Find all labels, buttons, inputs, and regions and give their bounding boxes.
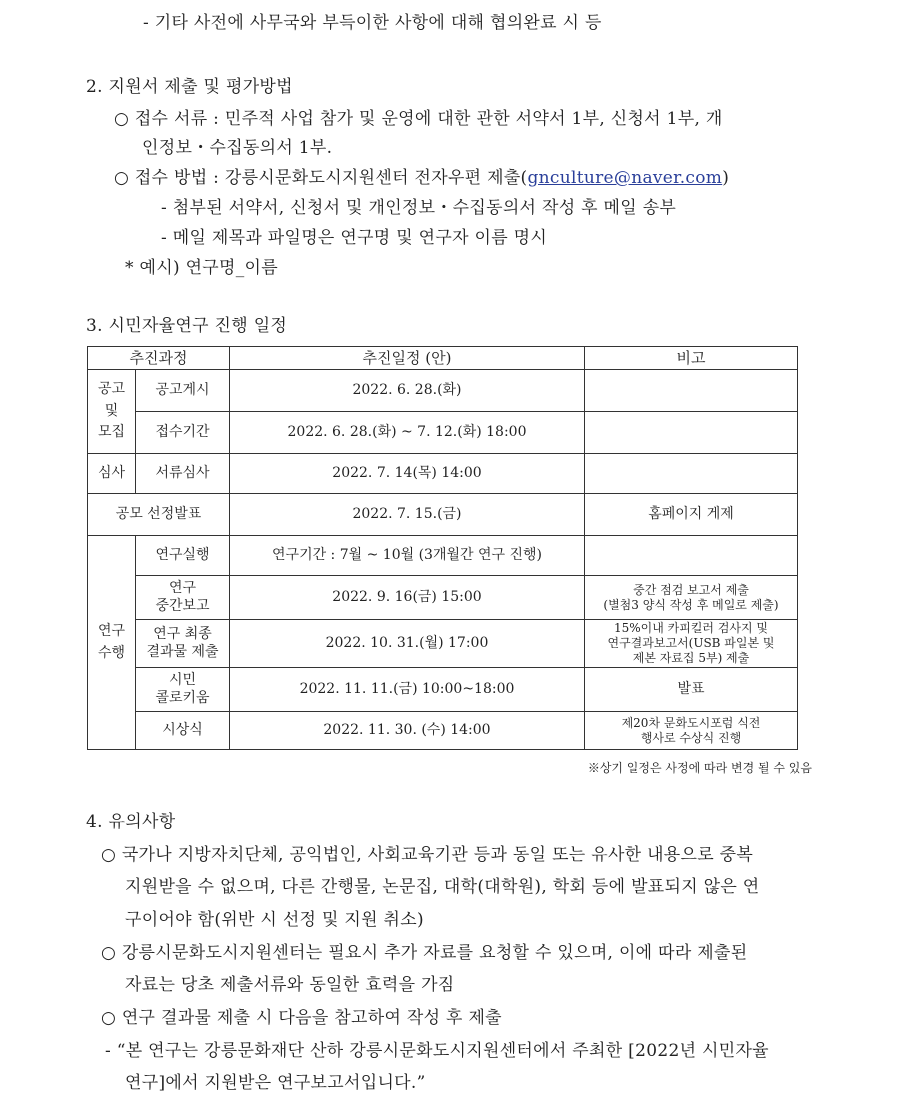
section-3-title: 3. 시민자율연구 진행 일정 <box>86 316 288 336</box>
note-cell: 발표 <box>585 668 798 712</box>
table-row <box>88 620 798 668</box>
docs-line-1: ○ 접수 서류 : 민주적 사업 참가 및 운영에 대한 관한 서약서 1부, 신청서 1부, 개 <box>114 109 723 129</box>
method-line <box>114 163 729 188</box>
table-row <box>88 668 798 712</box>
date-cell: 2022. 11. 30. (수) 14:00 <box>230 712 585 750</box>
notice-1-line-1: ○ 국가나 지방자치단체, 공익법인, 사회교육기관 등과 동일 또는 유사한 내용으로 중복 <box>101 845 754 865</box>
date-cell: 2022. 10. 31.(월) 17:00 <box>230 620 585 668</box>
date-cell: 2022. 11. 11.(금) 10:00~18:00 <box>230 668 585 712</box>
section-4-title: 4. 유의사항 <box>86 812 176 832</box>
date-cell: 2022. 9. 16(금) 15:00 <box>230 576 585 620</box>
schedule-table <box>87 346 798 750</box>
table-row <box>88 712 798 750</box>
step-cell: 연구 최종 결과물 제출 <box>136 620 230 668</box>
quote-line-2: 연구]에서 지원받은 연구보고서입니다.” <box>125 1073 426 1093</box>
table-row <box>88 576 798 620</box>
quote-line-1: - “본 연구는 강릉문화재단 산하 강릉시문화도시지원센터에서 주최한 [2022년 시민자율 <box>105 1041 769 1061</box>
notice-1-line-3: 구이어야 함(위반 시 선정 및 지원 취소) <box>125 910 424 930</box>
step-cell: 시상식 <box>136 712 230 750</box>
table-row <box>88 494 798 536</box>
notice-2-line-2: 자료는 당초 제출서류와 동일한 효력을 가짐 <box>125 975 455 995</box>
table-row <box>88 370 798 412</box>
date-cell: 2022. 6. 28.(화) <box>230 370 585 412</box>
note-cell <box>585 370 798 412</box>
step-cell: 공고게시 <box>136 370 230 412</box>
note-cell: 제20차 문화도시포럼 식전 행사로 수상식 진행 <box>585 712 798 750</box>
header-note: 비고 <box>585 347 798 370</box>
notice-2-line-1: ○ 강릉시문화도시지원센터는 필요시 추가 자료를 요청할 수 있으며, 이에 따라 제출된 <box>101 943 748 963</box>
method-sub-2: - 메일 제목과 파일명은 연구명 및 연구자 이름 명시 <box>161 228 548 248</box>
date-cell: 2022. 7. 14(목) 14:00 <box>230 454 585 494</box>
method-suffix: ) <box>722 168 730 188</box>
step-cell: 접수기간 <box>136 412 230 454</box>
notice-3-line-1: ○ 연구 결과물 제출 시 다음을 참고하여 작성 후 제출 <box>101 1008 502 1028</box>
intro-bullet: - 기타 사전에 사무국와 부득이한 사항에 대해 협의완료 시 등 <box>143 13 602 33</box>
header-schedule: 추진일정 (안) <box>230 347 585 370</box>
step-cell: 연구실행 <box>136 536 230 576</box>
example-line: * 예시) 연구명_이름 <box>125 258 278 278</box>
email-link[interactable]: gnculture@naver.com <box>527 168 723 188</box>
group-announce: 공모 선정발표 <box>88 494 230 536</box>
docs-line-2: 인정보・수집동의서 1부. <box>142 138 333 158</box>
step-cell: 서류심사 <box>136 454 230 494</box>
note-cell <box>585 536 798 576</box>
method-prefix: ○ 접수 방법 : 강릉시문화도시지원센터 전자우편 제출( <box>114 168 528 188</box>
note-cell: 홈페이지 게제 <box>585 494 798 536</box>
step-cell: 시민 콜로키움 <box>136 668 230 712</box>
group-research: 연구 수행 <box>88 536 136 750</box>
table-row <box>88 454 798 494</box>
date-cell: 2022. 7. 15.(금) <box>230 494 585 536</box>
note-cell: 15%이내 카피킬러 검사지 및 연구결과보고서(USB 파일본 및 제본 자료집 5부) 제출 <box>585 620 798 668</box>
note-cell <box>585 454 798 494</box>
note-cell <box>585 412 798 454</box>
date-cell: 연구기간 : 7월 ~ 10월 (3개월간 연구 진행) <box>230 536 585 576</box>
note-cell: 중간 점검 보고서 제출 (별첨3 양식 작성 후 메일로 제출) <box>585 576 798 620</box>
group-review: 심사 <box>88 454 136 494</box>
group-recruit: 공고 및 모집 <box>88 370 136 454</box>
method-sub-1: - 첨부된 서약서, 신청서 및 개인정보・수집동의서 작성 후 메일 송부 <box>161 198 677 218</box>
step-cell: 연구 중간보고 <box>136 576 230 620</box>
table-row <box>88 536 798 576</box>
table-header-row <box>88 347 798 370</box>
date-cell: 2022. 6. 28.(화) ~ 7. 12.(화) 18:00 <box>230 412 585 454</box>
notice-1-line-2: 지원받을 수 없으며, 다른 간행물, 논문집, 대학(대학원), 학회 등에 발표되지 않은 연 <box>125 877 760 897</box>
schedule-footnote: ※상기 일정은 사정에 따라 변경 될 수 있음 <box>587 761 812 775</box>
header-process: 추진과정 <box>88 347 230 370</box>
table-row <box>88 412 798 454</box>
section-2-title: 2. 지원서 제출 및 평가방법 <box>86 77 293 97</box>
